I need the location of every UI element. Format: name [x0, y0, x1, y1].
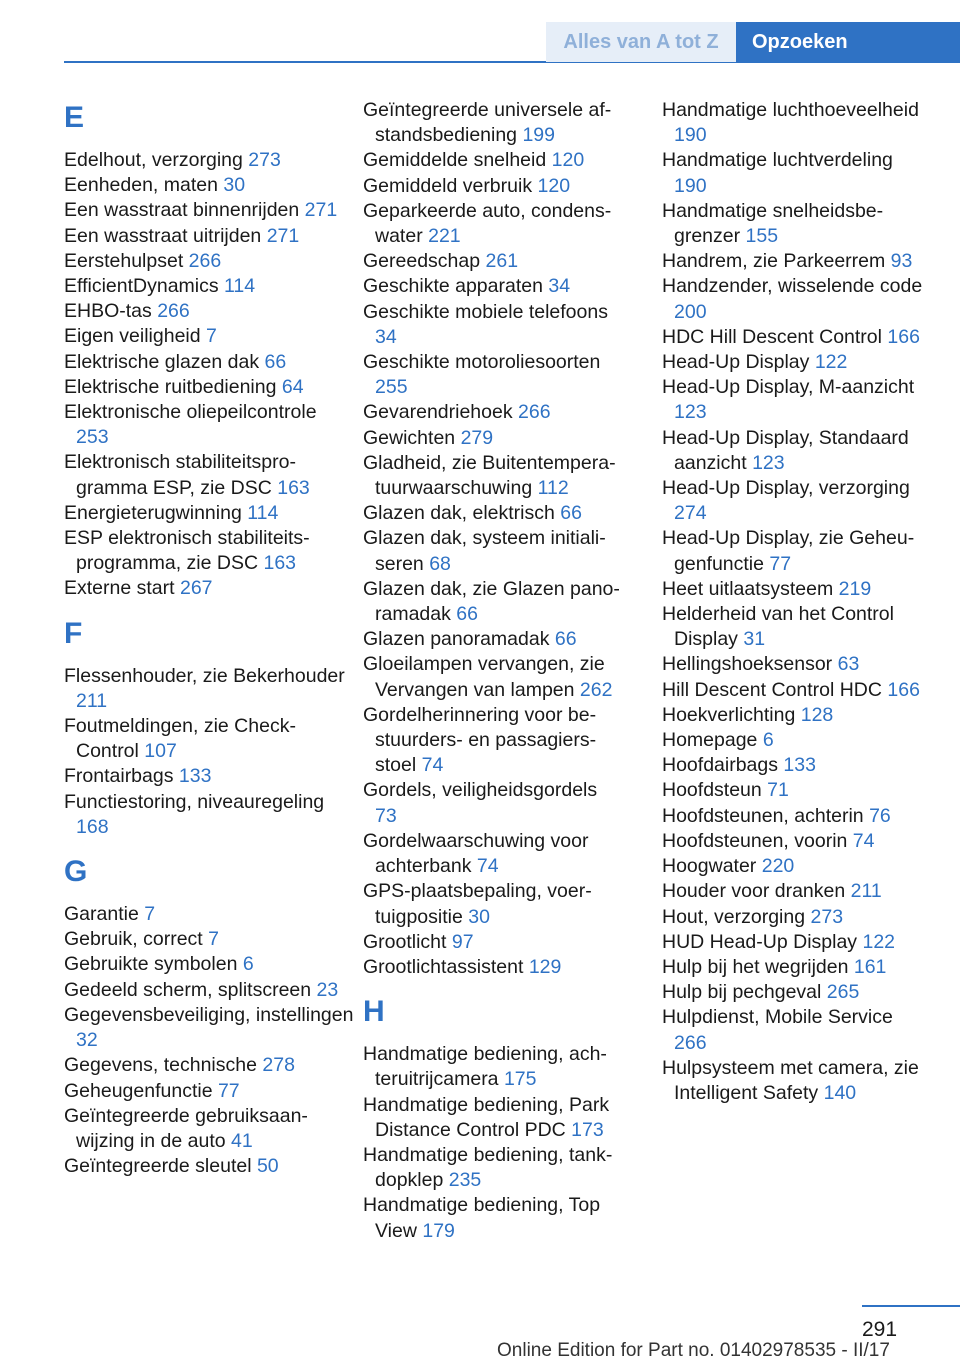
- page-link[interactable]: 220: [761, 855, 795, 878]
- entry-term: Head-Up Display, Standaard aanzicht: [662, 426, 909, 474]
- index-entry: [662, 703, 928, 728]
- entry-term: Een wasstraat binnenrijden: [64, 199, 305, 222]
- index-entry: [662, 879, 928, 904]
- entry-term: Head-Up Display, verzorging: [662, 477, 910, 500]
- entry-term: Homepage: [662, 729, 763, 752]
- page-link[interactable]: 129: [528, 955, 562, 978]
- page-link[interactable]: 50: [256, 1155, 279, 1178]
- page-link[interactable]: 112: [537, 477, 569, 500]
- page-link[interactable]: 221: [428, 225, 461, 248]
- entry-term: Eenheden, maten: [64, 174, 224, 197]
- index-entry: [662, 602, 928, 652]
- entry-term: Externe start: [64, 577, 180, 600]
- entry-term: Geheugenfunctie: [64, 1079, 218, 1102]
- page-link[interactable]: 175: [503, 1068, 537, 1091]
- page-link[interactable]: 274: [674, 502, 707, 525]
- page-link[interactable]: 273: [248, 149, 281, 171]
- entry-term: Grootlicht: [363, 930, 452, 953]
- page-link[interactable]: 120: [537, 174, 571, 197]
- entry-term: ESP elektronisch stabiliteitsprogramma, zie DSC: [64, 527, 310, 575]
- page-link[interactable]: 163: [263, 552, 297, 575]
- entry-term: Geschikte motoroliesoorten: [363, 351, 601, 374]
- entry-term: Elektronische oliepeilcontrole: [64, 401, 317, 424]
- page-link[interactable]: 73: [375, 804, 397, 827]
- index-entry: [64, 526, 354, 576]
- entry-term: Frontairbags: [64, 765, 179, 788]
- page-link[interactable]: 255: [375, 376, 408, 399]
- index-entry: [363, 400, 621, 425]
- index-entry: [662, 325, 928, 350]
- page-link[interactable]: 63: [837, 653, 860, 676]
- index-entry: [64, 927, 354, 952]
- index-entry: [662, 1005, 928, 1055]
- footer-rule: [862, 1305, 960, 1307]
- page-link[interactable]: 155: [745, 225, 779, 248]
- index-entry: [363, 249, 621, 274]
- page-link[interactable]: 235: [448, 1169, 482, 1192]
- index-entry: [662, 930, 928, 955]
- page-link[interactable]: 31: [743, 628, 766, 651]
- index-entry: [64, 249, 354, 274]
- page-link[interactable]: 123: [674, 401, 707, 424]
- entry-term: Energieterugwinning: [64, 501, 248, 524]
- index-entry: [363, 879, 621, 929]
- entry-term: Gordels, veiligheidsgordels: [363, 779, 598, 802]
- index-entry: [64, 198, 354, 223]
- page-link[interactable]: 265: [826, 981, 860, 1004]
- index-entry: [363, 778, 621, 828]
- entry-term: Eerstehulpset: [64, 249, 189, 272]
- entry-term: Glazen dak, zie Glazen panoramadak: [363, 577, 620, 626]
- page-link[interactable]: 74: [852, 829, 875, 852]
- page-link[interactable]: 64: [281, 375, 304, 398]
- index-entry: [662, 980, 928, 1005]
- entry-term: Head-Up Display, zie Geheugenfunctie: [662, 527, 915, 575]
- entry-term: Functiestoring, niveauregeling: [64, 790, 325, 813]
- index-entry: [64, 790, 354, 840]
- index-entry: [64, 350, 354, 375]
- entry-term: Hulpsysteem met camera, zie Intelligent Safety: [662, 1056, 919, 1104]
- header-active-tab[interactable]: Opzoeken: [736, 22, 960, 62]
- index-entry: [363, 627, 621, 652]
- index-entry: [64, 224, 354, 249]
- page-link[interactable]: 7: [206, 325, 217, 348]
- index-entry: [64, 1104, 354, 1154]
- entry-term: Handrem, zie Parkeerrem: [662, 250, 891, 273]
- entry-term: Head-Up Display: [662, 351, 815, 374]
- page-link[interactable]: 133: [783, 754, 816, 777]
- page-link[interactable]: 120: [551, 149, 585, 172]
- page-link[interactable]: 122: [814, 351, 848, 374]
- index-letter: F: [64, 616, 83, 650]
- page-link[interactable]: 32: [76, 1029, 98, 1052]
- index-entry: [64, 576, 354, 601]
- index-entry: [662, 778, 928, 803]
- page-link[interactable]: 267: [179, 577, 213, 600]
- entry-term: Glazen panoramadak: [363, 628, 555, 651]
- index-entry: [662, 148, 928, 198]
- page-link[interactable]: 7: [208, 928, 219, 951]
- entry-term: Hill Descent Control HDC: [662, 678, 888, 701]
- entry-term: EHBO-tas: [64, 300, 158, 323]
- entry-term: Gewichten: [363, 426, 461, 449]
- entry-term: Gegevensbeveiliging, instellingen: [64, 1003, 354, 1026]
- page-link[interactable]: 71: [767, 779, 789, 802]
- entry-term: Glazen dak, elektrisch: [363, 502, 561, 525]
- page-link[interactable]: 211: [76, 689, 108, 712]
- index-entry: [363, 577, 621, 627]
- page-link[interactable]: 140: [823, 1081, 857, 1104]
- entry-term: Gladheid, zie Buitentemperatuurwaarschuwing: [363, 451, 616, 500]
- index-entry: [662, 652, 928, 677]
- entry-term: Garantie: [64, 903, 145, 926]
- page-link[interactable]: 123: [752, 451, 785, 474]
- page-link[interactable]: 93: [890, 250, 913, 273]
- page-link[interactable]: 200: [674, 300, 707, 323]
- entry-term: HDC Hill Descent Control: [662, 325, 888, 348]
- index-entry: [363, 350, 621, 400]
- index-entry: [662, 98, 928, 148]
- entry-term: Gegevens, technische: [64, 1054, 263, 1077]
- entry-term: Gedeeld scherm, splitscreen: [64, 978, 317, 1001]
- page-link[interactable]: 66: [456, 603, 478, 626]
- page-link[interactable]: 34: [375, 325, 397, 348]
- index-entry: [363, 526, 621, 576]
- page-link[interactable]: 122: [862, 930, 896, 953]
- index-entry: [662, 526, 928, 576]
- page-link[interactable]: 273: [810, 905, 844, 928]
- index-entry: [363, 1143, 621, 1193]
- page-link[interactable]: 279: [460, 426, 494, 449]
- entry-term: Handmatige bediening, Park Distance Control PDC: [363, 1093, 610, 1141]
- entry-term: Glazen dak, systeem initialiseren: [363, 527, 606, 575]
- entry-term: Eigen veiligheid: [64, 325, 207, 348]
- index-column-2: [363, 98, 621, 1244]
- entry-term: Gebruikte symbolen: [64, 953, 243, 976]
- page-link[interactable]: 262: [579, 678, 613, 701]
- page-link[interactable]: 219: [838, 577, 872, 600]
- page-link[interactable]: 6: [762, 729, 774, 752]
- index-entry: [363, 274, 621, 299]
- index-entry: [64, 501, 354, 526]
- index-column-3: [662, 98, 928, 1106]
- entry-term: Gereedschap: [363, 250, 486, 273]
- entry-term: Handzender, wisselende code: [662, 275, 923, 298]
- entry-term: Hulp bij pechgeval: [662, 981, 827, 1004]
- index-entry: [363, 1042, 621, 1092]
- index-entry: [64, 764, 354, 789]
- index-entry: [64, 148, 354, 173]
- entry-term: Handmatige bediening, achteruitrijcamera: [363, 1043, 607, 1091]
- entry-term: Handmatige bediening, tankdopklep: [363, 1143, 613, 1192]
- page-link[interactable]: 77: [769, 552, 792, 575]
- page-link[interactable]: 133: [178, 765, 212, 788]
- entry-term: Heet uitlaatsysteem: [662, 577, 839, 600]
- page-link[interactable]: 30: [468, 905, 490, 928]
- index-entry: [64, 664, 354, 714]
- index-entry: [64, 714, 354, 764]
- entry-term: Hoekverlichting: [662, 703, 801, 726]
- index-entry: [363, 955, 621, 980]
- index-entry: [363, 300, 621, 350]
- index-entry: [363, 930, 621, 955]
- page-link[interactable]: 97: [451, 930, 474, 953]
- entry-term: Hoofdsteun: [662, 779, 768, 802]
- page-link[interactable]: 66: [560, 502, 582, 525]
- index-entry: [64, 1053, 354, 1078]
- index-letter: H: [363, 995, 385, 1029]
- index-entry: [662, 955, 928, 980]
- index-entry: [64, 173, 354, 198]
- page-link[interactable]: 166: [887, 678, 920, 701]
- index-entry: [662, 375, 928, 425]
- index-entry: [64, 324, 354, 349]
- entry-term: EfficientDynamics: [64, 275, 225, 298]
- page-link[interactable]: 76: [869, 804, 891, 827]
- index-entry: [662, 678, 928, 703]
- index-entry: [662, 1056, 928, 1106]
- index-entry: [64, 1003, 354, 1053]
- index-entry: [662, 753, 928, 778]
- page-link[interactable]: 266: [518, 401, 551, 424]
- page-link[interactable]: 74: [421, 754, 444, 777]
- page-link[interactable]: 190: [674, 124, 707, 147]
- page-link[interactable]: 77: [217, 1079, 240, 1102]
- edition-text: Online Edition for Part no. 01402978535 - II/17: [497, 1340, 890, 1361]
- index-entry: [363, 451, 621, 501]
- entry-term: Hulp bij het wegrijden: [662, 955, 854, 978]
- index-entry: [662, 249, 928, 274]
- page-link[interactable]: 168: [76, 815, 109, 838]
- page-link[interactable]: 166: [887, 325, 920, 348]
- index-entry: [363, 174, 621, 199]
- entry-term: Edelhout, verzorging: [64, 149, 249, 171]
- index-entry: [662, 350, 928, 375]
- page-link[interactable]: 190: [674, 174, 707, 197]
- page-number: 291: [862, 1318, 898, 1341]
- entry-term: Hellingshoeksensor: [662, 653, 838, 676]
- entry-term: Houder voor dranken: [662, 880, 851, 903]
- entry-term: Gemiddeld verbruik: [363, 174, 538, 197]
- entry-term: Handmatige bediening, Top View: [363, 1194, 601, 1242]
- index-entry: [363, 652, 621, 702]
- index-letter: G: [64, 855, 88, 889]
- page-link[interactable]: 34: [548, 275, 571, 298]
- entry-term: GPS-plaatsbepaling, voertuigpositie: [363, 880, 592, 928]
- entry-term: Head-Up Display, M-aanzicht: [662, 376, 915, 399]
- entry-term: Elektrische ruitbediening: [64, 375, 282, 398]
- entry-term: Foutmeldingen, zie Check-Control: [64, 715, 296, 763]
- index-entry: [662, 426, 928, 476]
- entry-term: Hoofdsteunen, achterin: [662, 804, 870, 827]
- index-entry: [363, 501, 621, 526]
- entry-term: Geïntegreerde sleutel: [64, 1155, 257, 1178]
- entry-term: Geïntegreerde gebruiksaanwijzing in de auto: [64, 1104, 308, 1152]
- entry-term: Hoogwater: [662, 855, 762, 878]
- entry-term: Flessenhouder, zie Bekerhouder: [64, 664, 345, 687]
- index-entry: [64, 274, 354, 299]
- page-link[interactable]: 6: [242, 953, 254, 976]
- page-link[interactable]: 278: [262, 1054, 295, 1077]
- entry-term: Gordelwaarschuwing voor achterbank: [363, 829, 589, 878]
- page-link[interactable]: 161: [853, 955, 887, 978]
- index-entry: [64, 1079, 354, 1104]
- index-entry: [64, 450, 354, 500]
- page-link[interactable]: 66: [264, 350, 287, 373]
- entry-term: Hulpdienst, Mobile Service: [662, 1006, 893, 1029]
- index-entry: [363, 148, 621, 173]
- page-link[interactable]: 173: [571, 1118, 604, 1141]
- page-link[interactable]: 266: [674, 1031, 707, 1054]
- page-link[interactable]: 163: [277, 476, 310, 499]
- page-link[interactable]: 271: [304, 199, 338, 222]
- page-link[interactable]: 211: [850, 880, 882, 903]
- page-link[interactable]: 266: [188, 249, 222, 272]
- entry-term: Handmatige luchthoeveelheid: [662, 99, 919, 121]
- entry-term: Gloeilampen vervangen, zie Vervangen van lampen: [363, 653, 605, 701]
- index-entry: [363, 199, 621, 249]
- index-entry: [363, 829, 621, 879]
- page-link[interactable]: 114: [224, 275, 256, 298]
- index-entry: [662, 829, 928, 854]
- page-link[interactable]: 74: [476, 855, 499, 878]
- entry-term: Hoofdairbags: [662, 754, 784, 777]
- page-link[interactable]: 199: [522, 124, 555, 147]
- entry-term: Gevarendriehoek: [363, 401, 519, 424]
- page-link[interactable]: 128: [800, 703, 834, 726]
- entry-term: Gebruik, correct: [64, 928, 209, 951]
- index-entry: [662, 199, 928, 249]
- entry-term: Elektronisch stabiliteitsprogramma ESP, zie DSC: [64, 451, 296, 499]
- index-entry: [64, 1154, 354, 1179]
- index-entry: [662, 274, 928, 324]
- page-link[interactable]: 7: [144, 903, 156, 926]
- index-entry: [662, 804, 928, 829]
- entry-term: Helderheid van het Control Display: [662, 603, 894, 651]
- entry-term: HUD Head-Up Display: [662, 930, 863, 953]
- page-link[interactable]: 107: [144, 740, 177, 763]
- entry-term: Grootlichtassistent: [363, 955, 529, 978]
- index-entry: [64, 400, 354, 450]
- index-entry: [363, 1193, 621, 1243]
- index-entry: [662, 476, 928, 526]
- entry-term: Handmatige luchtverdeling: [662, 149, 893, 172]
- index-entry: [363, 703, 621, 779]
- page-link[interactable]: 30: [223, 174, 246, 197]
- index-entry: [64, 299, 354, 324]
- index-entry: [64, 978, 354, 1003]
- entry-term: Gemiddelde snelheid: [363, 149, 552, 172]
- page-link[interactable]: 41: [231, 1129, 253, 1152]
- entry-term: Geschikte apparaten: [363, 275, 549, 298]
- index-entry: [662, 854, 928, 879]
- page-link[interactable]: 66: [554, 628, 577, 651]
- index-entry: [363, 1093, 621, 1143]
- entry-term: Een wasstraat uitrijden: [64, 224, 267, 247]
- index-entry: [64, 952, 354, 977]
- entry-term: Geïntegreerde universele afstandsbediening: [363, 99, 612, 147]
- entry-term: Geschikte mobiele telefoons: [363, 300, 608, 323]
- page-link[interactable]: 23: [316, 978, 339, 1001]
- entry-term: Geparkeerde auto, condenswater: [363, 199, 612, 248]
- index-entry: [662, 728, 928, 753]
- entry-term: Handmatige snelheidsbegrenzer: [662, 199, 884, 248]
- header-section-tab[interactable]: Alles van A tot Z: [546, 22, 736, 62]
- entry-term: Hoofdsteunen, voorin: [662, 829, 853, 852]
- index-entry: [363, 98, 621, 148]
- page-link[interactable]: 68: [429, 552, 451, 575]
- page-link[interactable]: 266: [157, 300, 190, 323]
- index-entry: [64, 902, 354, 927]
- page-link[interactable]: 114: [247, 501, 279, 524]
- index-entry: [662, 577, 928, 602]
- entry-term: Hout, verzorging: [662, 905, 811, 928]
- index-entry: [363, 426, 621, 451]
- entry-term: Elektrische glazen dak: [64, 350, 265, 373]
- page-link[interactable]: 261: [485, 250, 519, 273]
- entry-term: Gordelherinnering voor bestuurders- en passagiersstoel: [363, 703, 597, 777]
- page-link[interactable]: 253: [76, 426, 109, 449]
- page-link[interactable]: 179: [422, 1219, 455, 1242]
- index-letter: E: [64, 101, 85, 134]
- index-column-1: [64, 98, 354, 1179]
- index-entry: [64, 375, 354, 400]
- index-entry: [662, 905, 928, 930]
- page-link[interactable]: 271: [266, 224, 300, 247]
